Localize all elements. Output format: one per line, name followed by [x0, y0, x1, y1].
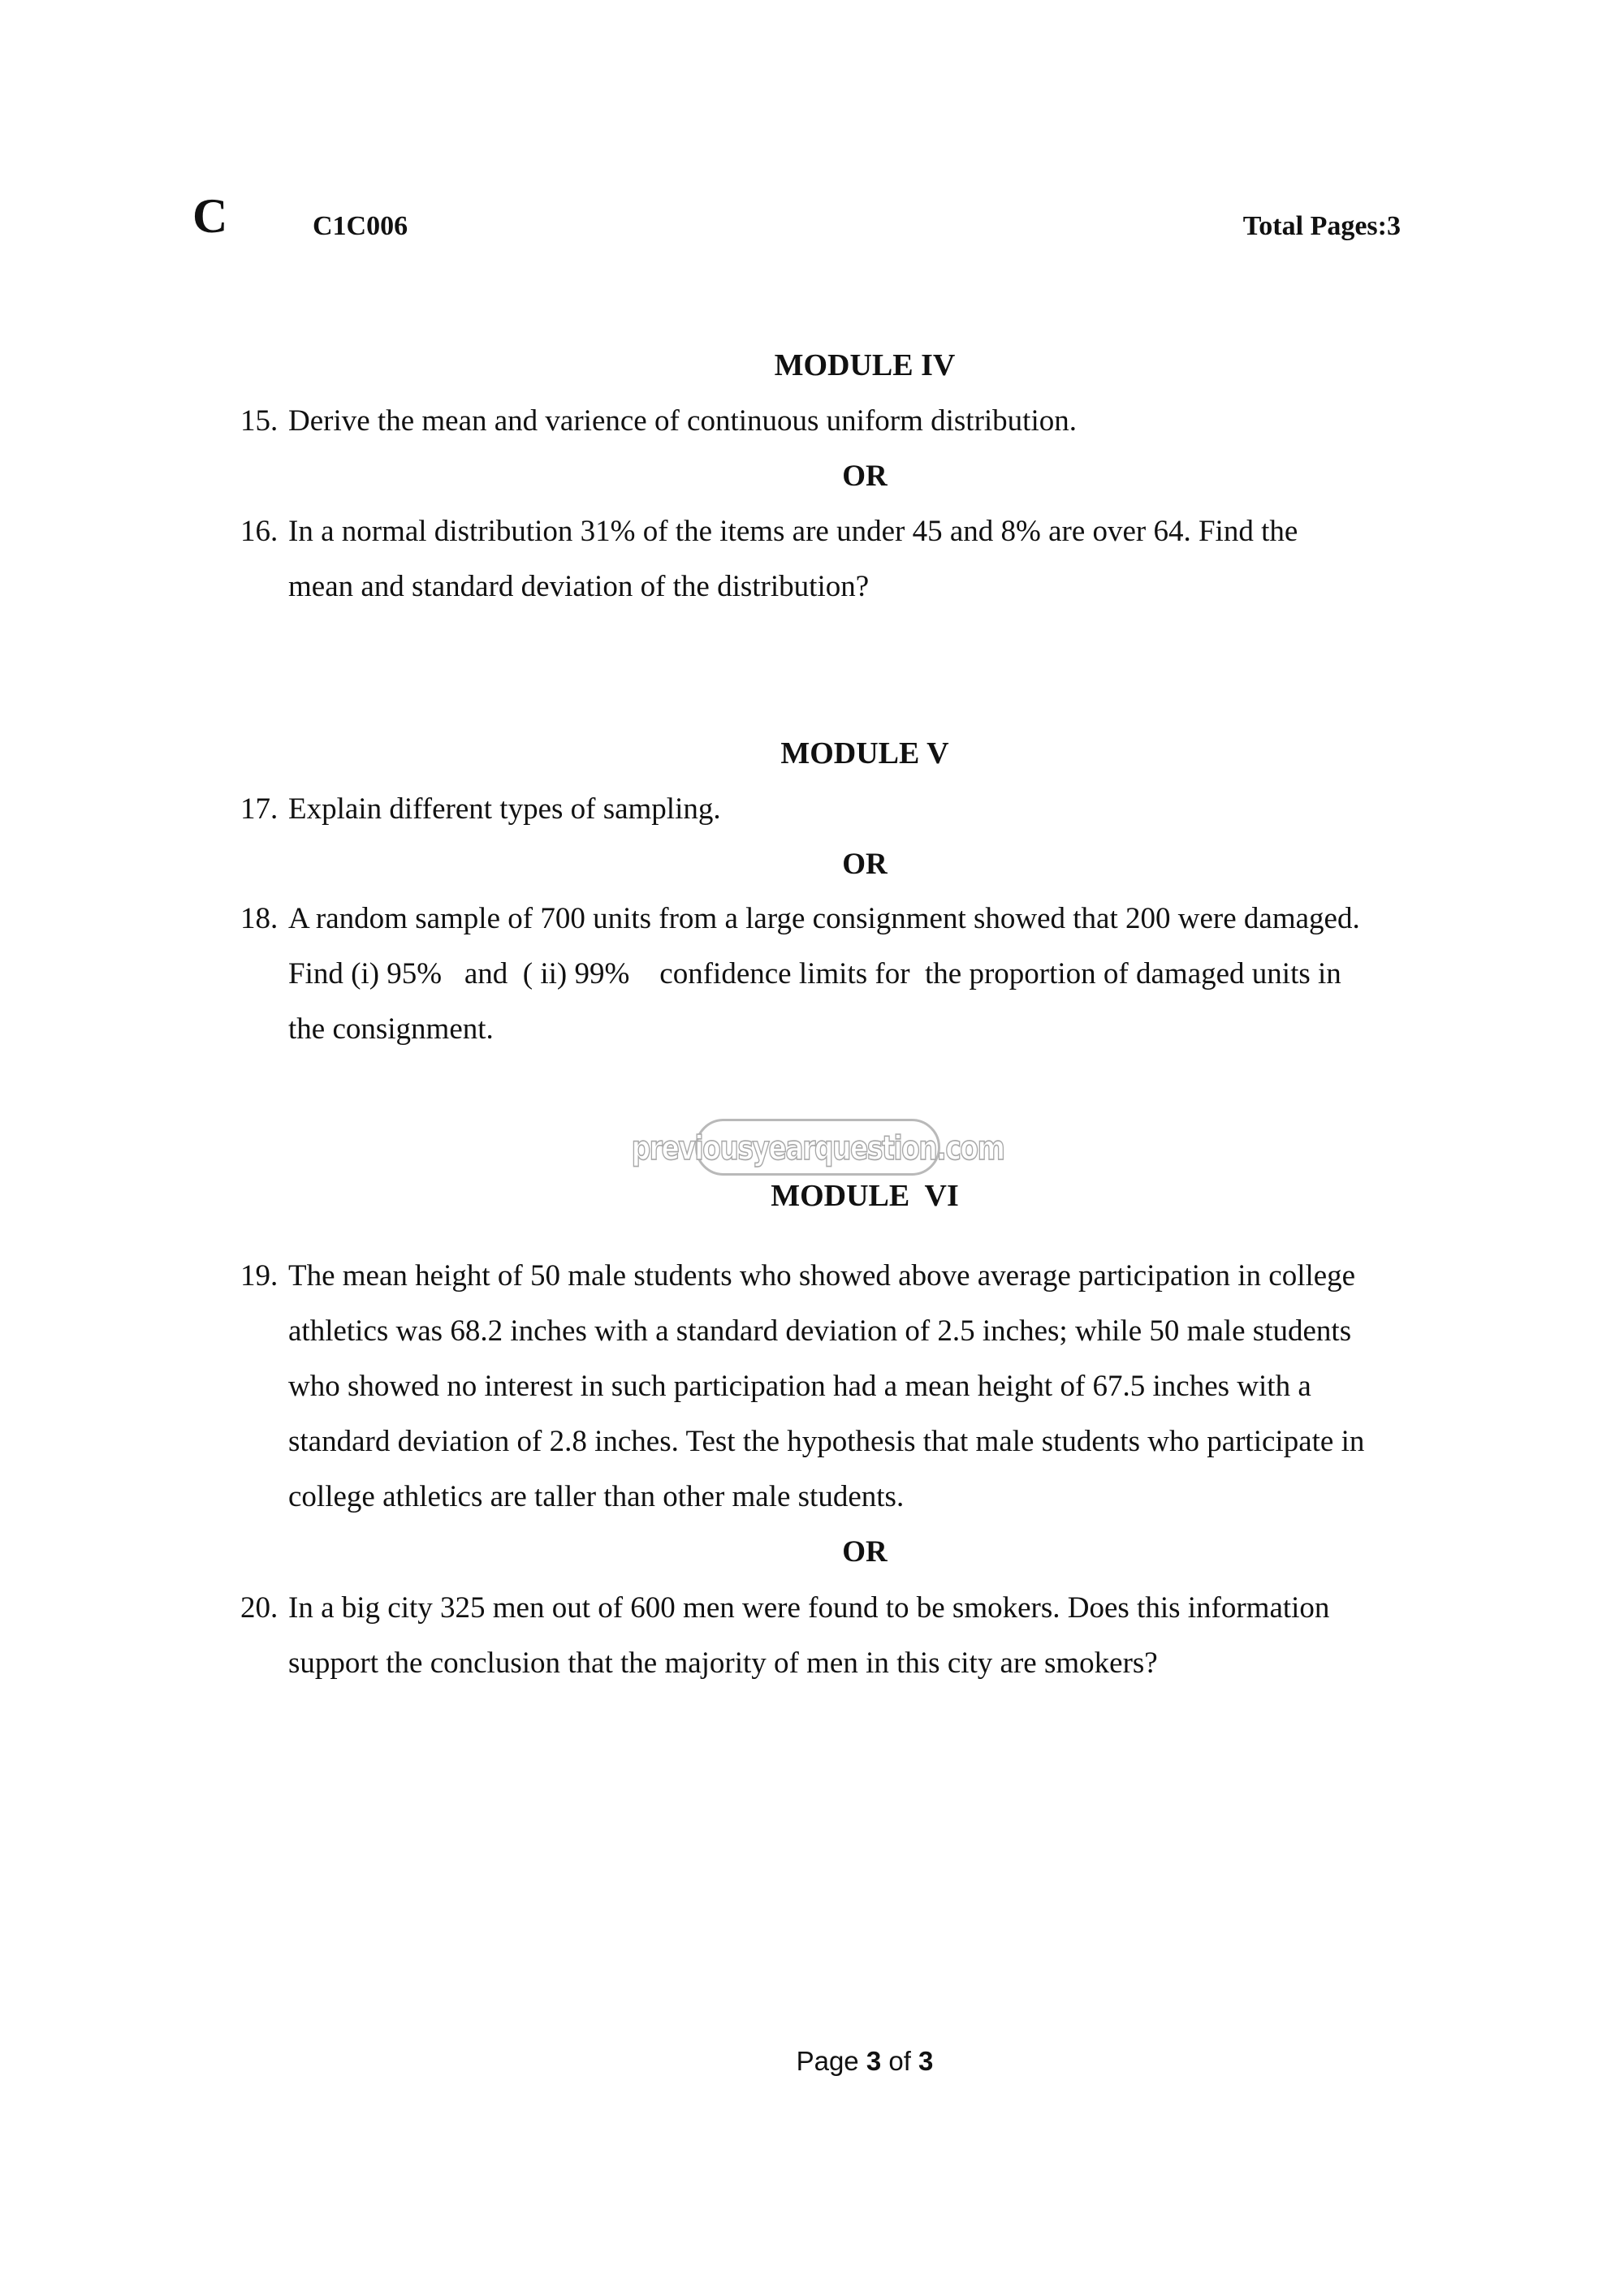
question-text: Explain different types of sampling.	[288, 792, 721, 826]
question-number: 19.	[240, 1259, 279, 1293]
question-number: 15.	[240, 404, 279, 438]
or-separator: OR	[842, 460, 888, 493]
footer-middle: of	[881, 2046, 919, 2076]
series-letter: C	[192, 189, 228, 243]
question-text: support the conclusion that the majority of men in this city are smokers?	[288, 1646, 1158, 1680]
question-text: Derive the mean and varience of continuous uniform distribution.	[288, 404, 1077, 438]
or-separator: OR	[842, 1535, 888, 1569]
question-number: 18.	[240, 902, 279, 935]
question-text: college athletics are taller than other male students.	[288, 1480, 905, 1513]
total-pages: Total Pages:3	[1242, 211, 1401, 241]
or-separator: OR	[842, 848, 888, 881]
module-heading: MODULE V	[780, 736, 949, 770]
watermark-text: previousyearquestion.com	[631, 1127, 1004, 1167]
question-text: The mean height of 50 male students who showed above average participation in college	[288, 1259, 1356, 1293]
question-text: Find (i) 95% and ( ii) 99% confidence limits for the proportion of damaged units in	[288, 957, 1341, 990]
question-number: 20.	[240, 1591, 279, 1625]
question-text: In a normal distribution 31% of the items are under 45 and 8% are over 64. Find the	[288, 515, 1298, 548]
question-text: mean and standard deviation of the distribution?	[288, 570, 870, 603]
paper-code: C1C006	[313, 211, 408, 241]
question-text: standard deviation of 2.8 inches. Test the hypothesis that male students who participate in	[288, 1425, 1365, 1458]
question-text: athletics was 68.2 inches with a standard deviation of 2.5 inches; while 50 male students	[288, 1314, 1352, 1348]
question-text: the consignment.	[288, 1012, 494, 1046]
page-footer	[0, 2048, 1624, 2074]
footer-current-page: 3	[866, 2046, 882, 2076]
footer-total-pages: 3	[918, 2046, 934, 2076]
question-text: A random sample of 700 units from a large consignment showed that 200 were damaged.	[288, 902, 1360, 935]
module-heading: MODULE IV	[774, 348, 956, 382]
question-text: who showed no interest in such participation had a mean height of 67.5 inches with a	[288, 1370, 1311, 1403]
question-text: In a big city 325 men out of 600 men were found to be smokers. Does this information	[288, 1591, 1330, 1625]
question-number: 16.	[240, 515, 279, 548]
footer-prefix: Page	[796, 2046, 866, 2076]
module-heading: MODULE VI	[771, 1179, 959, 1213]
question-number: 17.	[240, 792, 279, 826]
watermark-badge	[631, 1119, 1004, 1176]
